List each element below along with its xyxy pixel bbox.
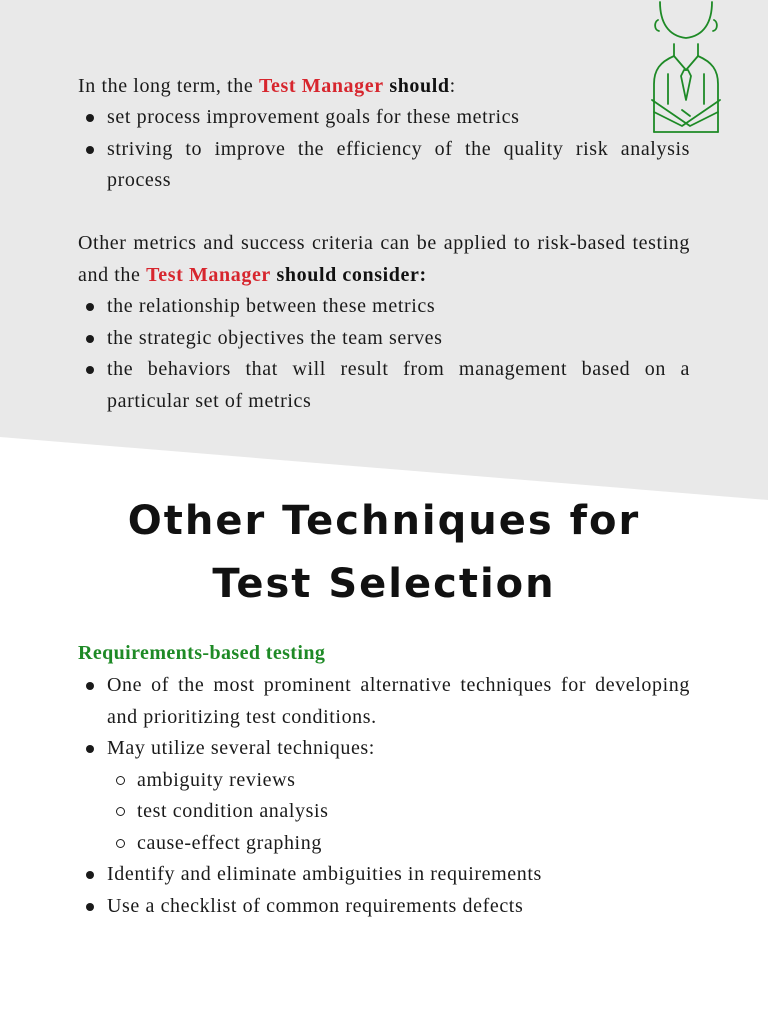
list-item: One of the most prominent alternative techniques for developing and prioritizing test conditions. [78,670,690,733]
section2-bullet-list [78,291,690,417]
list-item: Identify and eliminate ambiguities in requirements [78,859,690,891]
list-item: Use a checklist of common requirements defects [78,891,690,923]
section-heading-line2: Test Selection [212,561,556,607]
list-item: set process improvement goals for these metrics [78,102,690,134]
test-manager-highlight: Test Manager [146,263,271,286]
list-item: the behaviors that will result from management based on a particular set of metrics [78,354,690,417]
should-consider-bold: should consider: [276,263,427,286]
test-manager-highlight: Test Manager [258,75,384,97]
section2-intro [78,228,690,291]
section3-bullet-list [78,670,690,922]
should-bold: should [389,75,450,97]
colon: : [449,75,456,97]
section-heading-line1: Other Techniques for [127,498,641,544]
sub-list-item: test condition analysis [107,796,690,828]
list-item [78,733,690,859]
techniques-sublist [107,765,690,860]
section1-bullet-list [78,102,690,197]
list-item: the strategic objectives the team serves [78,323,690,355]
section1-intro [78,71,690,103]
requirements-subheading: Requirements-based testing [78,642,326,664]
list-item: the relationship between these metrics [78,291,690,323]
sub-list-item: ambiguity reviews [107,765,690,797]
intro-text: Other metrics and success criteria can be applied to risk-based testing and the [78,232,690,286]
list-item-text: May utilize several techniques: [107,737,375,759]
list-item: striving to improve the efficiency of the quality risk analysis process [78,134,690,197]
sub-list-item: cause-effect graphing [107,828,690,860]
intro-text: In the long term, the [78,75,259,97]
